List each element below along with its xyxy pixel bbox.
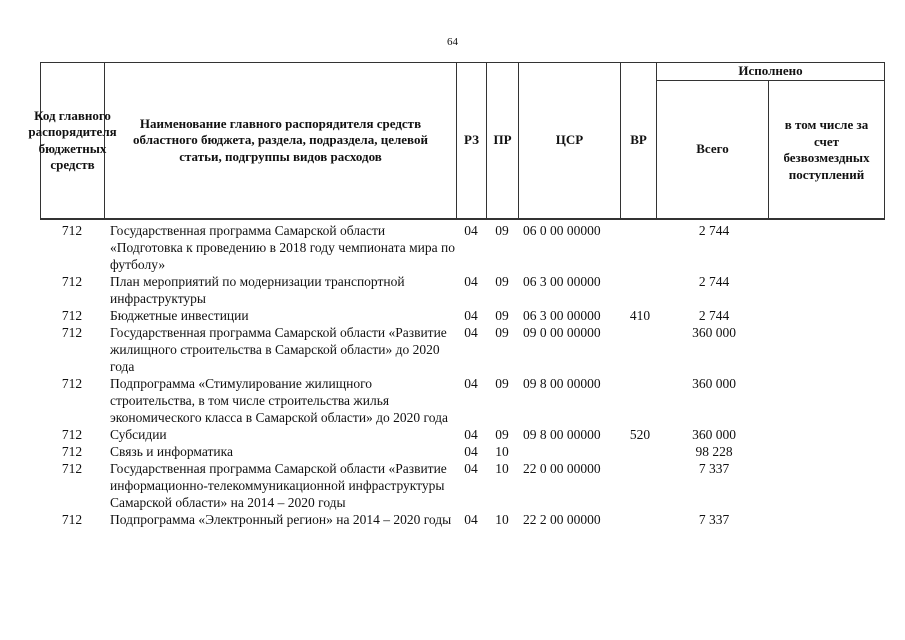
cell-pr: 09 — [495, 274, 509, 289]
header-name: Наименование главного распорядителя средств областного бюджета, раздела, подраздела, целевой статьи, подгруппы видов расходов — [105, 63, 457, 219]
cell-vsego: 360 000 — [692, 325, 736, 340]
table-row — [40, 222, 890, 273]
cell-rz: 04 — [464, 427, 478, 442]
cell-kod: 712 — [61, 274, 83, 289]
header-kod: Код главного распорядителя бюджетных средств — [41, 63, 105, 219]
header-bezvozm: в том числе за счет безвозмездных поступлений — [769, 81, 884, 219]
cell-rz: 04 — [464, 512, 478, 527]
cell-name: Бюджетные инвестиции — [110, 308, 249, 323]
cell-pr: 09 — [495, 223, 509, 238]
cell-pr: 09 — [495, 376, 509, 391]
cell-vsego: 98 228 — [695, 444, 733, 459]
table-header — [28, 62, 885, 220]
cell-name: Подпрограмма «Электронный регион» на 2014 – 2020 годы — [110, 512, 452, 527]
cell-kod: 712 — [61, 461, 83, 476]
cell-csr: 09 8 00 00000 — [523, 427, 601, 442]
table-row — [40, 511, 890, 528]
cell-csr: 06 0 00 00000 — [523, 223, 601, 238]
table-row — [40, 273, 890, 307]
cell-vsego: 2 744 — [698, 223, 730, 238]
table-row — [40, 324, 890, 375]
cell-kod: 712 — [61, 325, 83, 340]
cell-name: Государственная программа Самарской области «Развитие информационно-телекоммуникационной инфраструктуры Самарской области» на 2014 – 2020 годы — [110, 461, 447, 510]
cell-csr: 09 8 00 00000 — [523, 376, 601, 391]
cell-pr: 09 — [495, 308, 509, 323]
cell-pr: 09 — [495, 325, 509, 340]
cell-pr: 09 — [495, 427, 509, 442]
cell-name: Государственная программа Самарской области «Развитие жилищного строительства в Самарской области» до 2020 года — [110, 325, 447, 374]
header-vsego: Всего — [657, 81, 769, 219]
cell-vsego: 360 000 — [692, 376, 736, 391]
table-row — [40, 426, 890, 443]
cell-rz: 04 — [464, 274, 478, 289]
cell-vsego: 7 337 — [698, 461, 730, 476]
table-row — [40, 307, 890, 324]
cell-vsego: 2 744 — [698, 308, 730, 323]
cell-csr: 06 3 00 00000 — [523, 274, 601, 289]
cell-name: Связь и информатика — [110, 444, 233, 459]
page-number: 64 — [447, 36, 458, 48]
cell-vsego: 2 744 — [698, 274, 730, 289]
header-pr: ПР — [487, 63, 519, 219]
cell-csr: 09 0 00 00000 — [523, 325, 601, 340]
table-row — [40, 375, 890, 426]
cell-pr: 10 — [495, 461, 509, 476]
cell-vsego: 7 337 — [698, 512, 730, 527]
header-vr: ВР — [621, 63, 657, 219]
cell-pr: 10 — [495, 512, 509, 527]
cell-name: Субсидии — [110, 427, 167, 442]
cell-kod: 712 — [61, 427, 83, 442]
cell-rz: 04 — [464, 461, 478, 476]
header-csr: ЦСР — [519, 63, 621, 219]
cell-rz: 04 — [464, 376, 478, 391]
cell-name: Подпрограмма «Стимулирование жилищного строительства, в том числе строительства жилья экономического класса в Самарской области» до 2020 года — [110, 376, 448, 425]
cell-csr: 06 3 00 00000 — [523, 308, 601, 323]
header-rz: РЗ — [457, 63, 487, 219]
table-body — [40, 222, 890, 528]
cell-rz: 04 — [464, 325, 478, 340]
cell-name: Государственная программа Самарской области «Подготовка к проведению в 2018 году чемпионата мира по футболу» — [110, 223, 455, 272]
cell-kod: 712 — [61, 223, 83, 238]
cell-name: План мероприятий по модернизации транспортной инфраструктуры — [110, 274, 405, 306]
table-row — [40, 443, 890, 460]
cell-kod: 712 — [61, 308, 83, 323]
cell-rz: 04 — [464, 308, 478, 323]
table-row — [40, 460, 890, 511]
cell-vsego: 360 000 — [692, 427, 736, 442]
cell-rz: 04 — [464, 444, 478, 459]
cell-rz: 04 — [464, 223, 478, 238]
cell-kod: 712 — [61, 376, 83, 391]
cell-csr: 22 2 00 00000 — [523, 512, 601, 527]
cell-kod: 712 — [61, 444, 83, 459]
cell-kod: 712 — [61, 512, 83, 527]
cell-vr: 520 — [629, 427, 651, 442]
cell-vr: 410 — [629, 308, 651, 323]
cell-csr: 22 0 00 00000 — [523, 461, 601, 476]
cell-pr: 10 — [495, 444, 509, 459]
header-ispolneno: Исполнено — [657, 63, 884, 81]
